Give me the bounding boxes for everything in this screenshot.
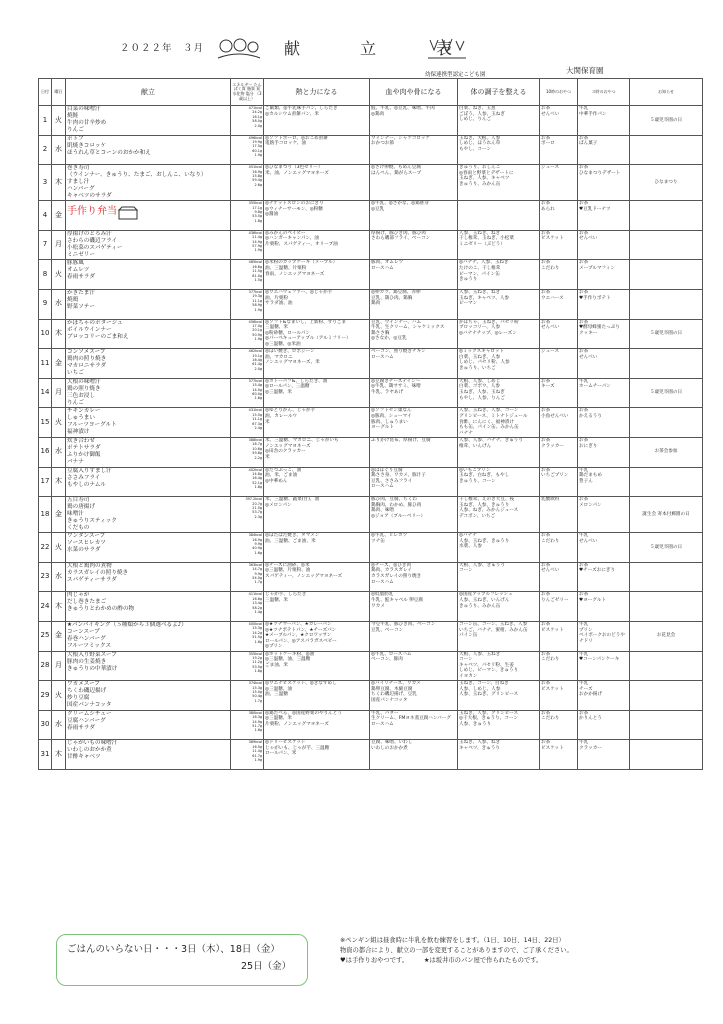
page-title: 献 立 表 [284,39,475,58]
notice-cell [630,349,703,379]
energy-foods-cell: ◎ソフトボーロ、◎おこめ煎餅 電熱手コロッケ、油 [264,135,370,165]
weekday-cell: 月 [52,230,66,260]
energy-cell: 462kcal 19.1g 16.4g 61.4g 2.0g [231,349,264,379]
vegetable-foods-cell: 人参、人参、バナナ、きゅうり 椎茸、いんげん [458,437,540,467]
afternoon-snack-cell: 牛乳 ホームチーパン [578,378,630,408]
table-row [39,437,703,467]
afternoon-snack-cell: 牛乳 鶏だまもめ 豊子ん [578,467,630,497]
menu-cell: ポトフ 肌焼きコロッケ ほうれん草とコーンのおかか和え [66,135,231,165]
vegetable-foods-cell: 白菜、ねぎ、玉葱 ごぼう、人参、玉ねぎ しめじ、りんご [458,106,540,136]
morning-snack-cell: お茶 キーズ [540,378,578,408]
morning-snack-cell: お茶 せんべい [540,106,578,136]
menu-cell: 大根と鶏肉の煮物 カラスガレイの照り焼き スパゲティーサラダ [66,562,231,592]
menu-cell: じゃがいもの味噌汁 いわしのおかか煮 甘酢キャベツ [66,740,231,770]
afternoon-snack-cell: お茶 メロンパン [578,497,630,533]
day-cell: 11 [39,349,52,379]
table-row [39,135,703,165]
menu-cell: クリームシチュー 豆腐ハンバーグ 春雨サラダ [66,710,231,740]
notice-cell [630,135,703,165]
notice-cell: ５歳児卒園の日 [630,378,703,408]
day-cell: 25 [39,621,52,651]
energy-foods-cell: 米、三温糖、蔬菜(甘)、油 ◎メロンパン [264,497,370,533]
notice-cell: お花見会 [630,621,703,651]
vegetable-foods-cell: 玉ねぎ、人参、グリンピース ◎干大根、きゅうり、コーン 人参、きゅうり [458,710,540,740]
table-row [39,497,703,533]
weekday-cell: 木 [52,592,66,622]
protein-foods-cell: ◎パイリチーズ、ワカメ 鶏卵豆腐、木綿豆腐 ちくわ磯辺揚げ、豆乳 国産パンナコッタ [370,681,458,711]
protein-foods-cell: ◎チーズ、◎ひき肉 鶏肉、カラスガレイ カラスガレイの照り焼き ロースハム [370,562,458,592]
vegetable-foods-cell: ◎バナナ、人参、玉ねぎ たけのこ、干し椎茸 ピーマン、パイン缶 きゅうり [458,260,540,290]
header-col1: 熱と力になる [264,79,370,106]
energy-foods-cell: ◎米粉のカップケーキ（メープル） 油、三温糖、片栗粉 春雨、ノンエッグマヨネーズ [264,260,370,290]
energy-cell: 389kcal 16.5g 11.4g 61.7g 1.9g [231,740,264,770]
energy-cell: 400kcal 15.3g 14.2g 51.5g 1.6g [231,621,264,651]
energy-cell: 377kcal 19.3g 11.1g 58.9g 1.9g [231,289,264,319]
menu-cell: ★パンバイキング（５種類から３個選べるよ♪） コーンスープ 春巻ハンバーグ フルーツミックス [66,621,231,651]
vegetable-foods-cell: ◎バナナ 人参、玉ねぎ、きゅうり 水菜、人参 [458,533,540,563]
notice-cell [630,260,703,290]
weekday-cell: 木 [52,740,66,770]
morning-snack-cell: お茶 あられ [540,201,578,231]
afternoon-snack-cell: お茶 ♥チーズおにぎり [578,562,630,592]
header-notice: お知らせ [630,79,703,106]
vegetable-foods-cell: コーン缶、コーン、玉ねぎ、人参 いちご、バナナ、蜜柑、みかん缶 パイン缶 [458,621,540,651]
footer-note-legend: ♥は手作りおやつです。 ★は坂井市のパン屋で作られたものです。 [340,957,543,964]
energy-foods-cell: ◎ナゲットスロンのおにぎり ◎ウィナーサーモン、◎粉糖 ◎醤油 [264,201,370,231]
menu-table [38,78,703,770]
flowers-decoration-icon [424,36,470,60]
protein-foods-cell: ベーコン、照り焼きチキン ロースハム [370,349,458,379]
afternoon-snack-cell: お茶 ♥手作りポテト [578,289,630,319]
vegetable-foods-cell: 大根、人参、きゅうり コーン [458,562,540,592]
weekday-cell: 木 [52,165,66,201]
day-cell: 4 [39,201,52,231]
protein-foods-cell: ◎卵カツ、鶏豆腐、赤卵 豆乳、鶏ひ肉、鶏胸 鶏肉 [370,289,458,319]
table-row [39,378,703,408]
protein-foods-cell: ◎ソフトセン巣なん ◎豚肉、シューマイ 豚肉、しゅうまい ヨーグルト [370,408,458,438]
menu-cell: 豚豚風 オムレツ 春雨サラダ [66,260,231,290]
energy-foods-cell: ◎ドリービスケット じゃがいも、じゃが芋、三温糖 ロールパン、米 [264,740,370,770]
energy-foods-cell: ◎鶏たべる、◎国産野菜のやりんとう ◎三温糖、米 片栗粉、ノンエッグマヨネーズ [264,710,370,740]
table-row [39,349,703,379]
morning-snack-cell: お茶 ビスケット [540,621,578,651]
weekday-cell: 木 [52,319,66,349]
weekday-cell: 金 [52,201,66,231]
no-rice-days-line1: ごはんのいらない日・・・3日（木）、18日（金） [67,944,280,955]
notice-cell: お茶会参加 [630,437,703,467]
energy-foods-cell: ◎★ツナマーパン、★カレーパン ◎★ツナポテトパン、★チーズパン ★メーブルパン、★クロワッサン ロールパン、◎アスパラガスベビー ◎プリン [264,621,370,651]
menu-cell: 大根の味噌汁 鶏の照り焼き 三色お浸し りんご [66,378,231,408]
protein-foods-cell: ◎ぱぼぐり豆腐 鶏ささ身、ワカメ、豚汁子 豆乳、ささみフライ ロースハム [370,467,458,497]
energy-foods-cell: ◎ゆとりかん、じゃが芋 油、カレールウ 米 [264,408,370,438]
day-cell: 16 [39,437,52,467]
menu-cell: かぼちゃのポタージュ ボイルウインナー ブロッコリーのごま和え [66,319,231,349]
weekday-cell: 火 [52,681,66,711]
day-cell: 30 [39,710,52,740]
header-weekday: 曜日 [52,79,66,106]
morning-snack-cell: お茶 こだわり [540,533,578,563]
afternoon-snack-cell: お茶 ♥酵母蜂蜜たっぷり クッキー [578,319,630,349]
morning-snack-cell: お茶 いちごプリン [540,467,578,497]
day-cell: 7 [39,230,52,260]
vegetable-foods-cell: 大根、人参、しめじ 白菜、ゴボウ、人参 玉ねぎ、人参、玉ねぎ もやし、人参、りんご [458,378,540,408]
menu-cell: 白菜の味噌汁 焼鮭 牛肉の甘辛炒め りんご [66,106,231,136]
afternoon-snack-cell: 牛乳 チーズ おかか揚げ [578,681,630,711]
morning-snack-cell: お茶 りんごゼリー [540,592,578,622]
energy-cell: 397.2kcal 20.7g 21.5g 53.7g 2.3g [231,497,264,533]
energy-foods-cell: じゃが芋、しらたき 三温糖、米 [264,592,370,622]
vegetable-foods-cell: 大根、人参、玉ねぎ コーン キャベツ、パセリ粉、生姜 しめじ、ピーマン、きゅうり イヨカン [458,651,540,681]
weekday-cell: 月 [52,651,66,681]
vegetable-foods-cell: 玉ねぎ、コーン、白ねぎ 人参、しめじ、人参 人参、玉ねぎ、グリンピース [458,681,540,711]
energy-cell: 380kcal 16.3g 14.9g 51.7g 1.6g [231,710,264,740]
notice-cell: ５歳児卒園の日 [630,319,703,349]
afternoon-snack-cell: お茶 せんべい [578,230,630,260]
table-row [39,106,703,136]
day-cell: 2 [39,135,52,165]
weekday-cell: 月 [52,378,66,408]
energy-cell: 377kcal 15.4g 14.0g 60.0g 1.6g [231,378,264,408]
vegetable-foods-cell: ◎国産アップルフレッシュ 人参、玉ねぎ、いんげん きゅうり、みかん缶 [458,592,540,622]
morning-snack-cell: お茶 クラッカー [540,437,578,467]
protein-foods-cell: 今豆牛乳、豚ひき肉、ベーコン 豆乳、ベーコン [370,621,458,651]
energy-cell: 355kcal 17.1g 9.8g 53.5g 1.8g [231,201,264,231]
notice-cell: 誕生会 寄本付郵園の日 [630,497,703,533]
energy-cell: 355kcal 19.2g 11.2g 53.5g 1.8g [231,651,264,681]
table-row [39,467,703,497]
energy-cell: 496kcal 19.9g 17.5g 60.1g 1.9g [231,135,264,165]
morning-snack-cell: ジュース [540,349,578,379]
afternoon-snack-cell: お茶 ♥ヨーグルト [578,592,630,622]
morning-snack-cell: お茶 ボーロ [540,135,578,165]
vegetable-foods-cell: ◎いもこプリン 玉ねぎ、白ねぎ、もやし きゅうり、コーン [458,467,540,497]
energy-foods-cell: 米、三温糖、マカロニ、じゃがいも ノンエッグマヨネーズ ◎田舎のクラッカー 米 [264,437,370,467]
energy-foods-cell: ◎ウエナビスケット、◎きなずめし ◎三温糖、油 油、三温糖 [264,681,370,711]
energy-foods-cell: ◎ひなまつり（3色ゼリー） 米、油、ノンエッグマヨネーズ [264,165,370,201]
protein-foods-cell: ◎牛乳、◎さかな、◎鶏胚芽 ◎豆乳 [370,201,458,231]
day-cell: 18 [39,497,52,533]
table-row [39,260,703,290]
protein-foods-cell: ◎牛乳、ヒレカツ ツナ缶 [370,533,458,563]
morning-snack-cell: お茶 ビスケット [540,681,578,711]
protein-foods-cell: 豆腐、味噌、いわし いわしのおかか煮 [370,740,458,770]
footer-note-milk: ※ペンギン組は昼食時に牛乳を飲む練習をします。（1日、10日、14日、22日） [340,937,565,944]
weekday-cell: 水 [52,562,66,592]
notice-cell [630,289,703,319]
vegetable-foods-cell: ◎ミックスキャロット 白菜、玉ねぎ、人参 しめじ、パセリ粉、人参 きゅうり、いちご [458,349,540,379]
menu-cell: ワンタンスープ ソースヒレカツ 水菜のサラダ [66,533,231,563]
menu-cell: 豆腐入りすまし汁 ささみフライ もやしのナムル [66,467,231,497]
weekday-cell: 火 [52,106,66,136]
menu-cell: 巻き寿司 （ウインナー、きゅうり、たまご、おしんこ、いなり） すまし汁 ハンバーグ キャベツのサラダ [66,165,231,201]
day-cell: 1 [39,106,52,136]
lunchbox-icon [117,206,139,220]
table-row [39,165,703,201]
menu-table-body [39,106,703,770]
afternoon-snack-cell: お茶 ♥豆乳ドーナツ [578,201,630,231]
energy-foods-cell: ◎たつぷっこ、油 油、米、ごま油 ◎中華めん [264,467,370,497]
day-cell: 10 [39,319,52,349]
vegetable-foods-cell: 人参、玉ねぎ、ねぎ 玉ねぎ、キャベツ、人参 ピーマン [458,289,540,319]
morning-snack-cell: お茶 ビスケット [540,740,578,770]
energy-cell: 374kcal 15.3g 15.0g 50.4g 1.7g [231,681,264,711]
energy-cell: 485kcal 16.6g 11.5g 81.0g 1.5g [231,260,264,290]
notice-cell [630,710,703,740]
header-day: 日付 [39,79,52,106]
energy-foods-cell: ◎みかんのベイビー ◎ハンガーキャンパン、油 片栗粉、スパゲティー、オリーブ油 [264,230,370,260]
table-row [39,592,703,622]
table-row [39,230,703,260]
footer-note-change: 物資の都合により、献立の一部を変更することがありますので、ご了承ください。 [340,947,573,954]
protein-foods-cell: 豆乳、ウインナー、ハム 牛乳、生クリーム、シャケミックス 鶏ささ胸 ◎さなか、◎豆乳 [370,319,458,349]
notice-cell [630,408,703,438]
energy-cell: 384kcal 16.9g 9.9g 40.9g 1.6g [231,533,264,563]
energy-cell: 451kcal 16.9g 15.8g 59.4g 2.6g [231,165,264,201]
notice-cell [630,592,703,622]
day-cell: 8 [39,260,52,290]
energy-cell: 411kcal 16.6g 13.4g 58.2g 1.4g [231,592,264,622]
protein-foods-cell: ふりかけ昆布、厚揚げ、豆腐 [370,437,458,467]
vegetable-foods-cell: 人参、玉ねぎ、人参、コーン グリンピース、ミトナトジュール 食酢、にんにく、福神漬け もも缶、パイン缶、みかん缶 バナナ [458,408,540,438]
afternoon-snack-cell: お茶 ぱん菓子 [578,135,630,165]
notice-cell [630,562,703,592]
menu-cell: 大根入り野菜スープ 豚肉の生姜焼き きゅうりの中華漬け [66,651,231,681]
afternoon-snack-cell: お茶 ひなまつりデザート [578,165,630,201]
table-row [39,319,703,349]
table-row [39,562,703,592]
menu-cell: チキンカレー しゅうまい フルーツヨーグルト 福神漬け [66,408,231,438]
notice-cell [630,201,703,231]
afternoon-snack-cell: お茶 メープルマフィン [578,260,630,290]
morning-snack-cell: お茶 こだわり [540,260,578,290]
energy-cell: 436kcal 21.4g 14.9g 57.9g 1.9g [231,230,264,260]
day-cell: 28 [39,651,52,681]
morning-snack-cell: ジュース [540,165,578,201]
notice-cell: ５歳児卒園の日 [630,106,703,136]
day-cell: 3 [39,165,52,201]
energy-foods-cell: ◎ホットケーキ粉、◎油 ◎三温糖、油、三温糖 ごま油、米 [264,651,370,681]
vegetable-foods-cell: かぼちゃ、玉ねぎ、パセリ粉 ブロッコリー、人参 ◎バナナチップ、◎レーズン [458,319,540,349]
morning-snack-cell: 乳酸飲料 [540,497,578,533]
table-row [39,408,703,438]
table-row [39,681,703,711]
morning-snack-cell: お茶 せんべい [540,562,578,592]
day-cell: 24 [39,592,52,622]
morning-snack-cell: お茶 こだわり [540,651,578,681]
weekday-cell: 水 [52,710,66,740]
weekday-cell: 金 [52,621,66,651]
protein-foods-cell: ◎さけ卵焼、もめん豆腐 はんぺん、鶏がらスープ [370,165,458,201]
energy-cell: 363kcal 14.7g 9.9g 54.0g 1.7g [231,562,264,592]
morning-snack-cell: お茶 ビスケット [540,230,578,260]
header-col3: 体の調子を整える [458,79,540,106]
table-row [39,710,703,740]
energy-cell: 471kcal 24.2g 16.1g 58.0g 2.0g [231,106,264,136]
afternoon-snack-cell: 牛乳 中華手作パン [578,106,630,136]
afternoon-snack-cell: お茶 おにぎり [578,437,630,467]
menu-cell: ワカメスープ ちくわ磯辺揚げ 炒り豆腐 国産パンナコッタ [66,681,231,711]
notice-cell: ひなまつり [630,165,703,201]
day-cell: 17 [39,467,52,497]
menu-cell: かきたま汁 焼鶏 野菜ソテー [66,289,231,319]
weekday-cell: 金 [52,497,66,533]
no-rice-days-line2: 25日（金） [241,961,292,972]
protein-foods-cell: ウインナー、シャケコロッケ おかつお節 [370,135,458,165]
protein-foods-cell: 鮭、牛乳、◎豆乳、味噌、牛肉 ◎鶏肉 [370,106,458,136]
day-cell: 14 [39,378,52,408]
energy-foods-cell: ◎ほい焼き、ロボジーン 油、マカロニ ノンエッグマヨネーズ、米 [264,349,370,379]
energy-foods-cell: ◎チーズに油砂、◎米 ◎三温糖、片栗粉、油 スパゲティー、ノンエッグマヨネーズ [264,562,370,592]
energy-cell: 388kcal 16.7g 10.6g 59.8g 2.2g [231,437,264,467]
energy-foods-cell: ご飯類、◎牛乳味手パン、しらたき ◎カルシウム煎餅パン、米 [264,106,370,136]
energy-foods-cell: ◎ソフト&なまいし、上新粉、すりごま 三温糖、米 ◎粉砂糖、ロールパン ◎パーベキューアップル（アルミフリー） ◎三温糖、◎米油 [264,319,370,349]
afternoon-snack-cell: お茶 かりんとう [578,710,630,740]
weekday-cell: 火 [52,260,66,290]
afternoon-snack-cell: 牛乳 せんべい [578,533,630,563]
notice-cell [630,651,703,681]
menu-cell: コンソメスープ 鶏肉の照り焼き マカロニサラダ いちご [66,349,231,379]
menu-cell: 炊き合わせ ポテトサラダ ふりかけ御飯 バナナ [66,437,231,467]
menu-cell: 厚揚げのとろみ汁 さわらの磯辺フライ 小松菜のスパゲティー ミニゼリー [66,230,231,260]
header-col2: 血や肉や骨になる [370,79,458,106]
no-rice-days-box [56,934,308,986]
weekday-cell: 火 [52,408,66,438]
afternoon-snack-cell: 牛乳 プリン ベイポークおのどうやナドリ [578,621,630,651]
page-header [0,0,723,78]
morning-snack-cell: お茶 せんべい [540,319,578,349]
menu-cell: 五目寿司 鶏の唐揚げ 味噌汁 きゅうりスティック くだもの [66,497,231,533]
protein-foods-cell: 豚肉、オムレツ ロースハム [370,260,458,290]
notice-cell [630,740,703,770]
morning-snack-cell: お茶 ウエハース [540,289,578,319]
header-menu: 献立 [66,79,231,106]
year-month: ２０２２年 ３月 [120,43,205,54]
header-snack3: ３時のおやつ [578,79,630,106]
table-row [39,289,703,319]
day-cell: 22 [39,533,52,563]
vegetable-foods-cell [458,201,540,231]
weekday-cell: 水 [52,135,66,165]
day-cell: 29 [39,681,52,711]
morning-snack-cell: お茶 小魚せんべい [540,408,578,438]
special-lunch-label: 手作り弁当 [67,206,117,218]
protein-foods-cell: ◎牛乳、ロースハム ベーコン、豚肉 [370,651,458,681]
weekday-cell: 木 [52,467,66,497]
school-name: 大関保育園 [566,66,604,75]
weekday-cell: 水 [52,437,66,467]
weekday-cell: 金 [52,349,66,379]
day-cell: 31 [39,740,52,770]
vegetable-foods-cell: 干し椎茸、えのき大豆、枝 玉ねぎ、人参、きゅうり 人参、ねぎ、みかんジュース デコポン、いちご [458,497,540,533]
afternoon-snack-cell: 牛乳 クラッカー [578,740,630,770]
protein-foods-cell: 厚揚げ、豚ひき肉、豚ひ肉 さわら磯部フライ、ベーコン [370,230,458,260]
day-cell: 9 [39,289,52,319]
table-row [39,651,703,681]
table-row [39,740,703,770]
vegetable-foods-cell: きゅうり、おしんこ ◎春雨と野菜とデザートに 玉ねぎ、人参、キャベツ きゅうり、みかん缶 [458,165,540,201]
table-row [39,201,703,231]
energy-foods-cell: ◎カトーパフ&、しらたき、油 ◎ロールパン、三温糖 ◎三温糖、米 [264,378,370,408]
menu-cell: 肉じゃが だし巻きたまご きゅうりとわかめの酢の物 [66,592,231,622]
certification-label: 幼保連携型認定こども園 [425,72,486,78]
day-cell: 15 [39,408,52,438]
afternoon-snack-cell: お茶 かえるうり [578,408,630,438]
energy-cell: 402kcal 14.8g 16.4g 52.1g 1.8g [231,467,264,497]
header-energy: エネルギー たんぱく質 脂質 炭水化物 塩分 （3歳以上） [231,79,264,106]
vegetable-foods-cell: 人参、玉ねぎ、ねぎ 干し椎茸、玉ねぎ、小松菜 ミニゼリー（ぶどう） [458,230,540,260]
energy-cell: 431kcal 15.5g 11.1g 67.3g 2.4g [231,408,264,438]
afternoon-snack-cell: お茶 せんべい [578,349,630,379]
notice-cell: ５歳児卒園の日 [630,533,703,563]
protein-foods-cell: ◎低脂肪乳 牛乳、鮭キャベル 卵豆腐 ワカメ [370,592,458,622]
morning-snack-cell: お茶 こだわり [540,710,578,740]
vegetable-foods-cell: 玉ねぎ、人参、ねぎ キャベツ、きゅうり [458,740,540,770]
weekday-cell: 水 [52,289,66,319]
protein-foods-cell: 牛乳、バター 生クリーム、FMヨネ蒸豆腐ハンバーグ ロースハム [370,710,458,740]
notice-cell [630,230,703,260]
weekday-cell: 火 [52,533,66,563]
header-snack10: 10時のおやつ [540,79,578,106]
energy-cell: 456kcal 17.0g 20.1g 50.9g 1.9g [231,319,264,349]
table-header-row [39,79,703,106]
afternoon-snack-cell: 牛乳 ♥コーンパンケーキ [578,651,630,681]
day-cell: 23 [39,562,52,592]
energy-foods-cell: ◎ほたぱた焼き、タマメン 油、三温糖、ごま油、米 [264,533,370,563]
vegetable-foods-cell: 玉ねぎ、大根、人参 しめじ、ほうれん草 もやし、コーン [458,135,540,165]
energy-foods-cell: ◎ウエハウェファー、◎じゃが芋 油、片栗粉 サラダ油、油 [264,289,370,319]
menu-cell [66,201,231,231]
table-row [39,533,703,563]
menu-table-container [38,78,702,770]
notice-cell [630,467,703,497]
notice-cell [630,681,703,711]
protein-foods-cell: 豚ひ肉、豆腐、ちくわ 鶏胸肉、わかめ、豚ひ肉 鶏肉、味噌 ◎ジョア（ブルーベリー） [370,497,458,533]
footer-notes [340,936,710,966]
protein-foods-cell: ◎豆腐きチーズデイン〜 ◎牛乳、鶏ササミ、味噌 牛乳、ラヤあげ [370,378,458,408]
kids-decoration-icon [216,36,262,60]
table-row [39,621,703,651]
